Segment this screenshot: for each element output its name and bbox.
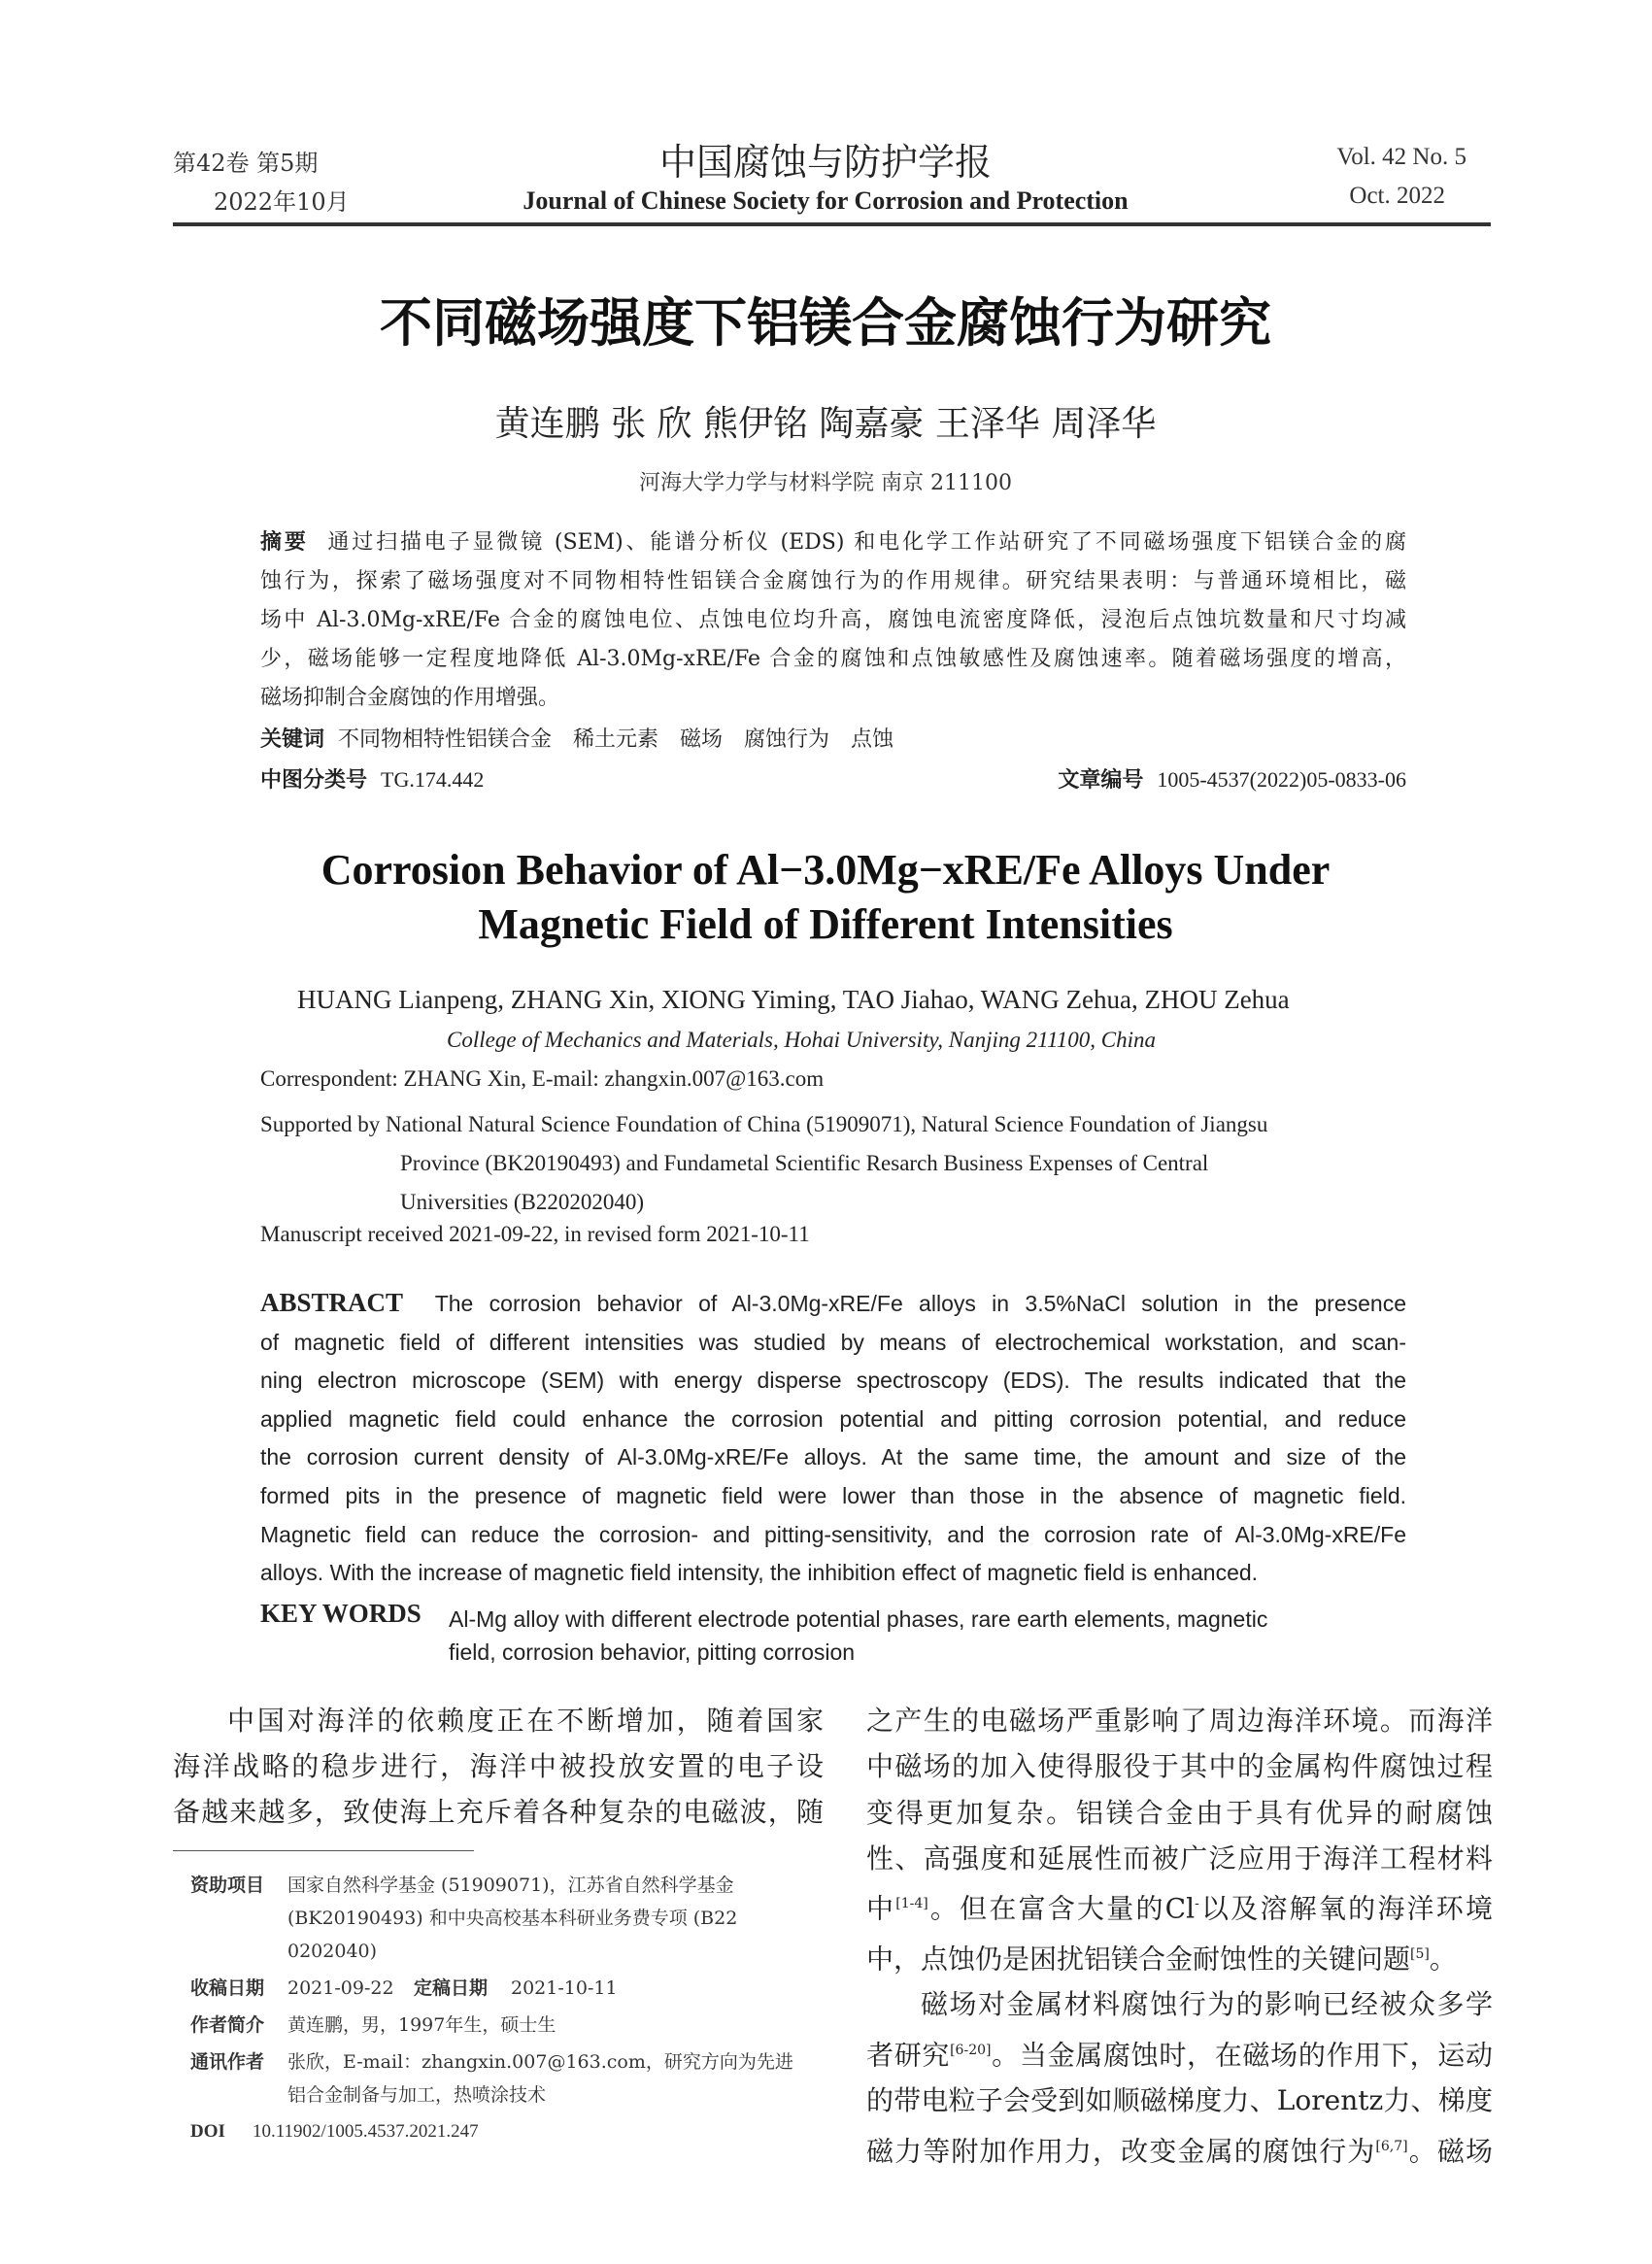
abstract-cn-line: 场中 Al-3.0Mg-xRE/Fe 合金的腐蚀电位、点蚀电位均升高，腐蚀电流密度降低，浸泡后点蚀坑数量和尺寸均减 [260, 608, 1406, 632]
title-cn: 不同磁场强度下铝镁合金腐蚀行为研究 [380, 294, 1271, 353]
header-rule [173, 222, 1491, 226]
body-line [866, 2124, 1493, 2175]
funding-note [190, 1869, 831, 1968]
abstract-en-line: ning electron microscope (SEM) with energy disperse spectroscopy (EDS). The results indicated that the [260, 1368, 1406, 1394]
citation-ref[interactable]: [6,7] [1375, 2138, 1408, 2154]
affiliation-cn: 河海大学力学与材料学院 南京 211100 [639, 471, 1012, 495]
body-left-column [173, 1698, 824, 1835]
dates-note [190, 1972, 831, 2005]
citation-ref[interactable]: [1-4] [895, 1896, 928, 1912]
abstract-cn-line: 磁场抑制合金腐蚀的作用增强。 [260, 686, 560, 710]
body-right-column [866, 1698, 1493, 2174]
clc-value: TG.174.442 [381, 767, 485, 792]
title-en [194, 843, 1457, 952]
abstract-en-line: formed pits in the presence of magnetic field were lower than those in the absence of magnetic field. [260, 1482, 1406, 1508]
abstract-en-line: alloys. With the increase of magnetic field intensity, the inhibition effect of magnetic field is enhanced. [260, 1560, 1259, 1586]
article-number-value: 1005-4537(2022)05-0833-06 [1157, 767, 1406, 792]
corr-line: 铝合金制备与加工，热喷涂技术 [287, 2084, 547, 2106]
accepted-label: 定稿日期 [414, 1977, 489, 1999]
keywords-en [449, 1603, 1420, 1669]
doi-note [190, 2115, 831, 2148]
keywords-cn-label: 关键词 [260, 727, 325, 752]
keywords-en-line: Al-Mg alloy with different electrode potential phases, rare earth elements, magnetic [449, 1606, 1268, 1632]
date-cn: 2022年10月 [214, 188, 350, 216]
text-run: 中，点蚀仍是困扰铝镁合金耐蚀性的关键问题 [866, 1943, 1411, 1976]
citation-ref[interactable]: [5] [1410, 1945, 1430, 1962]
abstract-en-line: of magnetic field of different intensities was studied by means of electrochemical workstation, and scan- [260, 1329, 1406, 1355]
body-line [866, 1932, 1493, 1982]
doi-label: DOI [190, 2121, 225, 2142]
abstract-cn-line: 少，磁场能够一定程度地降低 Al-3.0Mg-xRE/Fe 合金的腐蚀和点蚀敏感性及腐蚀速率。随着磁场强度的增高， [260, 647, 1406, 671]
title-en-line: Magnetic Field of Different Intensities [478, 900, 1173, 948]
body-line: 中磁场的加入使得服役于其中的金属构件腐蚀过程 [866, 1750, 1493, 1783]
accepted-value: 2021-10-11 [511, 1977, 618, 1999]
funding-line: 0202040) [287, 1941, 378, 1962]
funding-label: 资助项目 [190, 1875, 265, 1896]
body-line: 中国对海洋的依赖度正在不断增加，随着国家 [227, 1705, 824, 1737]
text-run: 。当金属腐蚀时，在磁场的作用下，运动 [991, 2039, 1493, 2072]
body-line: 变得更加复杂。铝镁合金由于具有优异的耐腐蚀 [866, 1796, 1493, 1829]
corresponding-note [190, 2045, 831, 2112]
title-en-line: Corrosion Behavior of Al−3.0Mg−xRE/Fe Alloys Under [320, 846, 1331, 894]
supported-line: Universities (B220202040) [400, 1190, 645, 1214]
keywords-en-label: KEY WORDS [260, 1599, 421, 1628]
text-run: 以及溶解氧的海洋环境 [1198, 1892, 1493, 1925]
abstract-en-label: ABSTRACT [260, 1288, 404, 1317]
citation-ref[interactable]: [6-20] [950, 2042, 992, 2058]
text-run: 中 [866, 1892, 896, 1925]
author-value: 黄连鹏，男，1997年生，硕士生 [287, 2014, 556, 2036]
abstract-en-line: applied magnetic field could enhance the corrosion potential and pitting corrosion potential, and reduce [260, 1405, 1406, 1432]
abstract-cn-line: 蚀行为，探索了磁场强度对不同物相特性铝镁合金腐蚀行为的作用规律。研究结果表明：与普通环境相比，磁 [260, 569, 1406, 593]
author-label: 作者简介 [190, 2014, 265, 2036]
volume-issue-en: Vol. 42 No. 5 [1336, 144, 1467, 170]
received-label: 收稿日期 [190, 1977, 265, 1999]
text-run: 。 [1429, 1943, 1457, 1976]
supported-line: Supported by National Natural Science Foundation of China (51909071), Natural Science Foundation of Jiangsu [260, 1112, 1268, 1136]
funding-line: 国家自然科学基金 (51909071)，江苏省自然科学基金 [287, 1875, 734, 1896]
body-line: 备越来越多，致使海上充斥着各种复杂的电磁波，随 [173, 1796, 824, 1828]
footnote-rule [173, 1850, 474, 1851]
corr-line: 张欣，E-mail：zhangxin.007@163.com，研究方向为先进 [287, 2051, 793, 2073]
affiliation-en: College of Mechanics and Materials, Hohai University, Nanjing 211100, China [447, 1028, 1156, 1052]
body-line: 性、高强度和延展性而被广泛应用于海洋工程材料 [866, 1842, 1493, 1875]
correspondent: Correspondent: ZHANG Xin, E-mail: zhangxin.007@163.com [260, 1066, 825, 1091]
supported-by [260, 1105, 1267, 1222]
received-value: 2021-09-22 [287, 1977, 394, 1999]
manuscript-dates: Manuscript received 2021-09-22, in revised form 2021-10-11 [260, 1222, 810, 1246]
doi-value: 10.11902/1005.4537.2021.247 [253, 2121, 479, 2142]
abstract-en-line: the corrosion current density of Al-3.0Mg-xRE/Fe alloys. At the same time, the amount and size of the [260, 1444, 1406, 1470]
clc-label: 中图分类号 [260, 767, 368, 793]
abstract-cn [260, 523, 1406, 718]
authors-cn: 黄连鹏 张 欣 熊伊铭 陶嘉豪 王泽华 周泽华 [494, 404, 1157, 444]
date-en: Oct. 2022 [1349, 183, 1445, 209]
corr-label: 通讯作者 [190, 2051, 265, 2073]
abstract-cn-label: 摘要 [260, 529, 309, 555]
supported-line: Province (BK20190493) and Fundametal Scientific Resarch Business Expenses of Central [400, 1151, 1209, 1175]
body-line: 磁场对金属材料腐蚀行为的影响已经被众多学 [921, 1988, 1493, 2021]
body-line: 的带电粒子会受到如顺磁梯度力、Lorentz力、梯度 [866, 2084, 1493, 2117]
superscript: - [1195, 1896, 1199, 1912]
abstract-en-line: The corrosion behavior of Al-3.0Mg-xRE/Fe alloys in 3.5%NaCl solution in the presence [434, 1291, 1406, 1316]
text-run: 磁力等附加作用力，改变金属的腐蚀行为 [866, 2134, 1376, 2167]
journal-title-cn: 中国腐蚀与防护学报 [658, 141, 992, 184]
article-number-label: 文章编号 [1058, 767, 1144, 793]
clc-number [260, 763, 484, 794]
abstract-en [260, 1284, 1406, 1593]
text-run: 。磁场 [1407, 2134, 1493, 2167]
body-line: 之产生的电磁场严重影响了周边海洋环境。而海洋 [866, 1705, 1493, 1737]
body-line: 海洋战略的稳步进行，海洋中被投放安置的电子设 [173, 1750, 824, 1782]
body-line [866, 1881, 1493, 1932]
funding-line: (BK20190493) 和中央高校基本科研业务费专项 (B22 [287, 1908, 738, 1929]
keywords-cn [260, 723, 893, 753]
footnotes [190, 1869, 831, 2148]
abstract-cn-line: 通过扫描电子显微镜 (SEM)、能谱分析仪 (EDS) 和电化学工作站研究了不同磁场强度下铝镁合金的腐 [327, 530, 1406, 555]
article-number [874, 763, 1406, 794]
body-line [866, 2028, 1493, 2078]
keywords-cn-text: 不同物相特性铝镁合金 稀土元素 磁场 腐蚀行为 点蚀 [338, 727, 894, 752]
text-run: 者研究 [866, 2039, 951, 2072]
journal-title-en: Journal of Chinese Society for Corrosion and Protection [523, 186, 1129, 215]
text-run: 。但在富含大量的Cl [927, 1892, 1196, 1925]
volume-issue-cn: 第42卷 第5期 [173, 150, 319, 177]
keywords-en-line: field, corrosion behavior, pitting corrosion [449, 1639, 856, 1665]
authors-en: HUANG Lianpeng, ZHANG Xin, XIONG Yiming, TAO Jiahao, WANG Zehua, ZHOU Zehua [297, 985, 1290, 1014]
author-note [190, 2009, 831, 2042]
abstract-en-line: Magnetic field can reduce the corrosion- and pitting-sensitivity, and the corrosion rate of Al-3.0Mg-xRE/Fe [260, 1521, 1406, 1547]
